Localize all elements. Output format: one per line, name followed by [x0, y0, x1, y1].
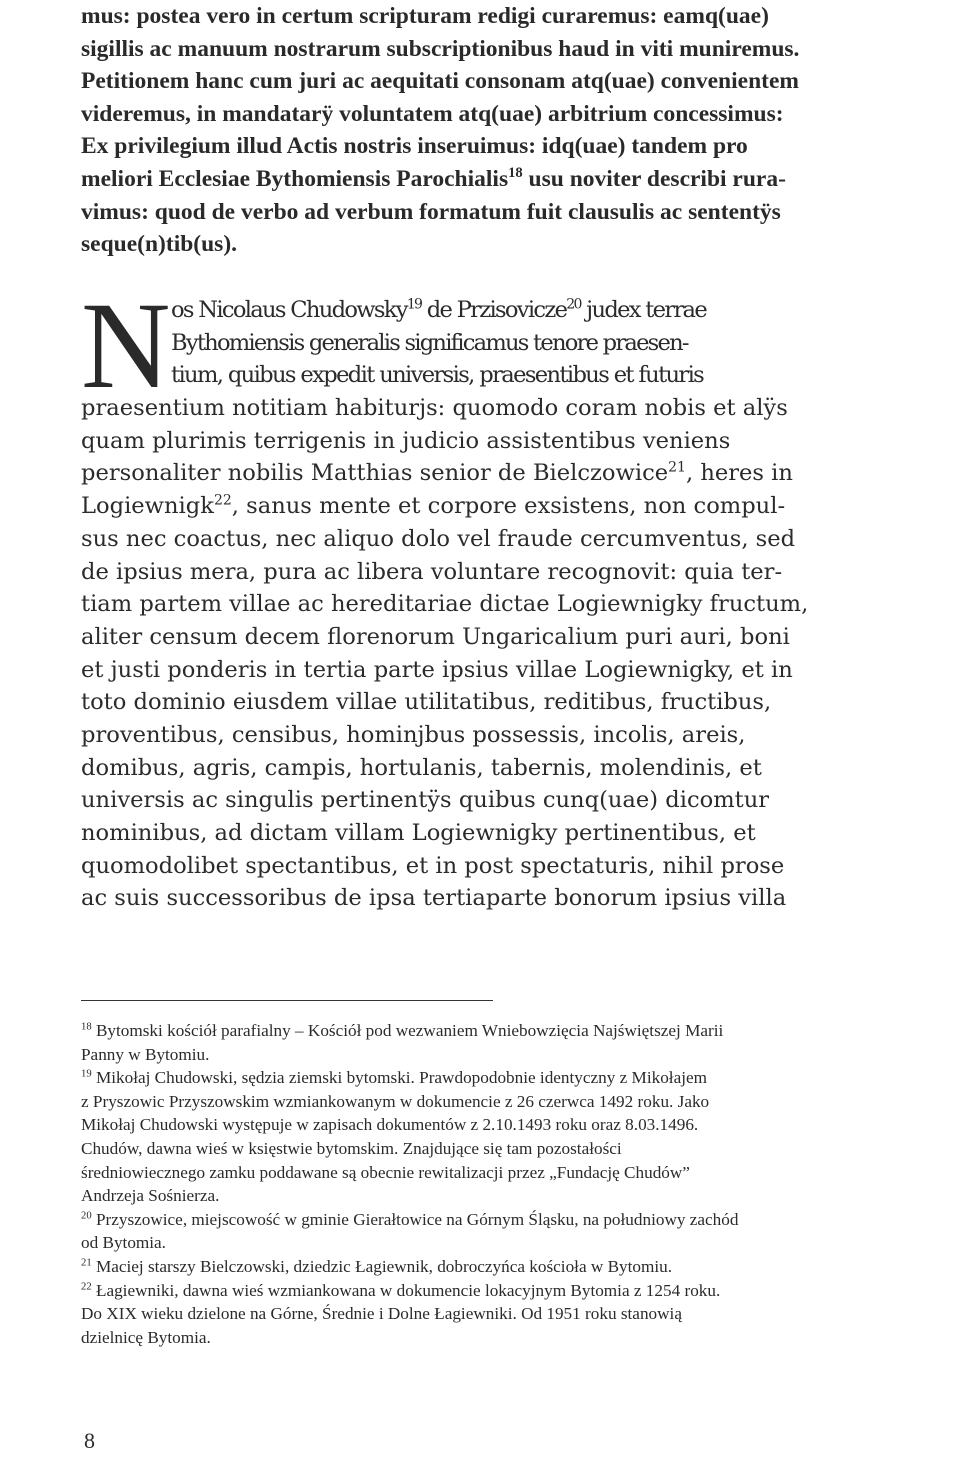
footnote-ref-22: 22 — [213, 492, 232, 509]
page-number: 8 — [84, 1428, 95, 1453]
footnote-text: Mikołaj Chudowski, sędzia ziemski bytomski. Prawdopodobnie identyczny z Mikołajem — [91, 1068, 707, 1088]
text-line: toto dominio eiusdem villae utilitatibus, reditibus, fructibus, — [81, 689, 772, 716]
text-segment: , heres in — [685, 460, 793, 487]
footnote-number: 19 — [81, 1068, 92, 1080]
text-line: proventibus, censibus, hominjbus possessis, incolis, areis, — [81, 721, 746, 748]
text-line: universis ac singulis pertinentÿs quibus cunq(uae) dicomtur — [81, 787, 770, 814]
text-line — [81, 294, 953, 327]
text-segment: , sanus mente et corpore exsistens, non compul- — [231, 493, 786, 520]
footnote-text: Łagiewniki, dawna wieś wzmiankowana w dokumencie lokacyjnym Bytomia z 1254 roku. — [91, 1280, 721, 1300]
footnote-text: Bytomski kościół parafialny – Kościół pod wezwaniem Wniebowzięcia Najświętszej Marii — [91, 1021, 724, 1040]
text-line: videremus, in mandatarÿ voluntatem atq(uae) arbitrium concessimus: — [81, 100, 784, 127]
text-line — [81, 490, 953, 523]
footnote-line — [81, 1066, 953, 1090]
footnote-ref-21: 21 — [668, 459, 686, 476]
footnote-line: Chudów, dawna wieś w księstwie bytomskim. Znajdujące się tam pozostałości — [81, 1138, 622, 1158]
text-line: sus nec coactus, nec aliquo dolo vel fraude cercumventus, sed — [81, 525, 796, 552]
text-line: vimus: quod de verbo ad verbum formatum fuit clausulis ac sententÿs — [81, 198, 781, 225]
text-line: tium, quibus expedit universis, praesentibus et futuris — [171, 362, 704, 389]
text-line: sigillis ac manuum nostrarum subscriptionibus haud in viti muniremus. — [81, 35, 800, 62]
footnote-line — [81, 1208, 953, 1232]
footnote-line: dzielnicę Bytomia. — [81, 1327, 211, 1347]
text-line — [81, 163, 953, 196]
footnote-line: Do XIX wieku dzielone na Górne, Średnie i Dolne Łagiewniki. Od 1951 roku stanowią — [81, 1304, 682, 1324]
intro-paragraph — [81, 0, 953, 261]
footnote-ref-18: 18 — [508, 165, 523, 182]
footnote-number: 21 — [81, 1257, 92, 1269]
text-line: Bythomiensis generalis significamus tenore praesen- — [171, 329, 688, 356]
text-line: mus: postea vero in certum scripturam redigi curaremus: eamq(uae) — [81, 3, 769, 29]
footnote-line: Andrzeja Sośnierza. — [81, 1186, 220, 1206]
footnote-line: Panny w Bytomiu. — [81, 1044, 210, 1064]
text-line: Ex privilegium illud Actis nostris inseruimus: idq(uae) tandem pro — [81, 133, 748, 160]
charter-text — [81, 277, 953, 915]
text-line: seque(n)tib(us). — [81, 231, 238, 258]
text-line: domibus, agris, campis, hortulanis, tabernis, molendinis, et — [81, 754, 762, 781]
footnote-number: 18 — [81, 1021, 92, 1033]
text-segment: personaliter nobilis Matthias senior de Bielczowice — [81, 460, 669, 487]
footnote-line — [81, 1019, 953, 1043]
footnote-ref-19: 19 — [406, 296, 422, 313]
text-line: nominibus, ad dictam villam Logiewnigky pertinentibus, et — [81, 820, 756, 846]
text-line — [81, 457, 953, 490]
text-segment: de Przisovicze — [421, 297, 567, 323]
text-line: quam plurimis terrigenis in judicio assistentibus veniens — [81, 427, 731, 454]
footnote-text: Przyszowice, miejscowość w gminie Gierałtowice na Górnym Śląsku, na południowy zachód — [91, 1209, 739, 1229]
text-line: quomodolibet spectantibus, et in post spectaturis, nihil prose — [81, 852, 785, 879]
drop-cap: N — [81, 277, 171, 414]
footnote-line: średniowiecznego zamku poddawane są obecnie rewitalizacji przez „Fundację Chudów” — [81, 1162, 690, 1182]
text-segment: judex terrae — [580, 297, 706, 323]
text-line: et justi ponderis in tertia parte ipsius villae Logiewnigky, et in — [81, 656, 793, 683]
footnote-line — [81, 1279, 953, 1303]
text-segment: usu noviter describi rura- — [522, 165, 786, 192]
footnote-number: 20 — [81, 1210, 92, 1222]
text-segment: Logiewnigk — [81, 493, 214, 520]
footnote-number: 22 — [81, 1280, 92, 1292]
footnote-line: od Bytomia. — [81, 1233, 166, 1253]
footnotes — [81, 1019, 953, 1349]
footnote-line — [81, 1255, 953, 1279]
text-line: de ipsius mera, pura ac libera voluntare recognovit: quia ter- — [81, 558, 783, 585]
text-line: tiam partem villae ac hereditariae dictae Logiewnigky fructum, — [81, 591, 809, 618]
text-line: Petitionem hanc cum juri ac aequitati consonam atq(uae) convenientem — [81, 68, 799, 95]
footnote-line: z Pryszowic Przyszowskim wzmiankowanym w dokumencie z 26 czerwca 1492 roku. Jako — [81, 1091, 710, 1111]
text-line: praesentium notitiam habiturjs: quomodo coram nobis et alÿs — [81, 395, 788, 422]
text-line: ac suis successoribus de ipsa tertiaparte bonorum ipsius villa — [81, 885, 787, 912]
text-line: aliter censum decem florenorum Ungaricalium puri auri, boni — [81, 623, 790, 650]
footnote-divider — [81, 1000, 493, 1001]
text-segment: meliori Ecclesiae Bythomiensis Parochialis — [81, 165, 509, 192]
footnote-text: Maciej starszy Bielczowski, dziedzic Łagiewnik, dobroczyńca kościoła w Bytomiu. — [91, 1256, 673, 1276]
footnote-ref-20: 20 — [566, 296, 581, 313]
text-segment: os Nicolaus Chudowsky — [171, 297, 407, 323]
footnote-line: Mikołaj Chudowski występuje w zapisach dokumentów z 2.10.1493 roku oraz 8.03.1496. — [81, 1115, 699, 1135]
